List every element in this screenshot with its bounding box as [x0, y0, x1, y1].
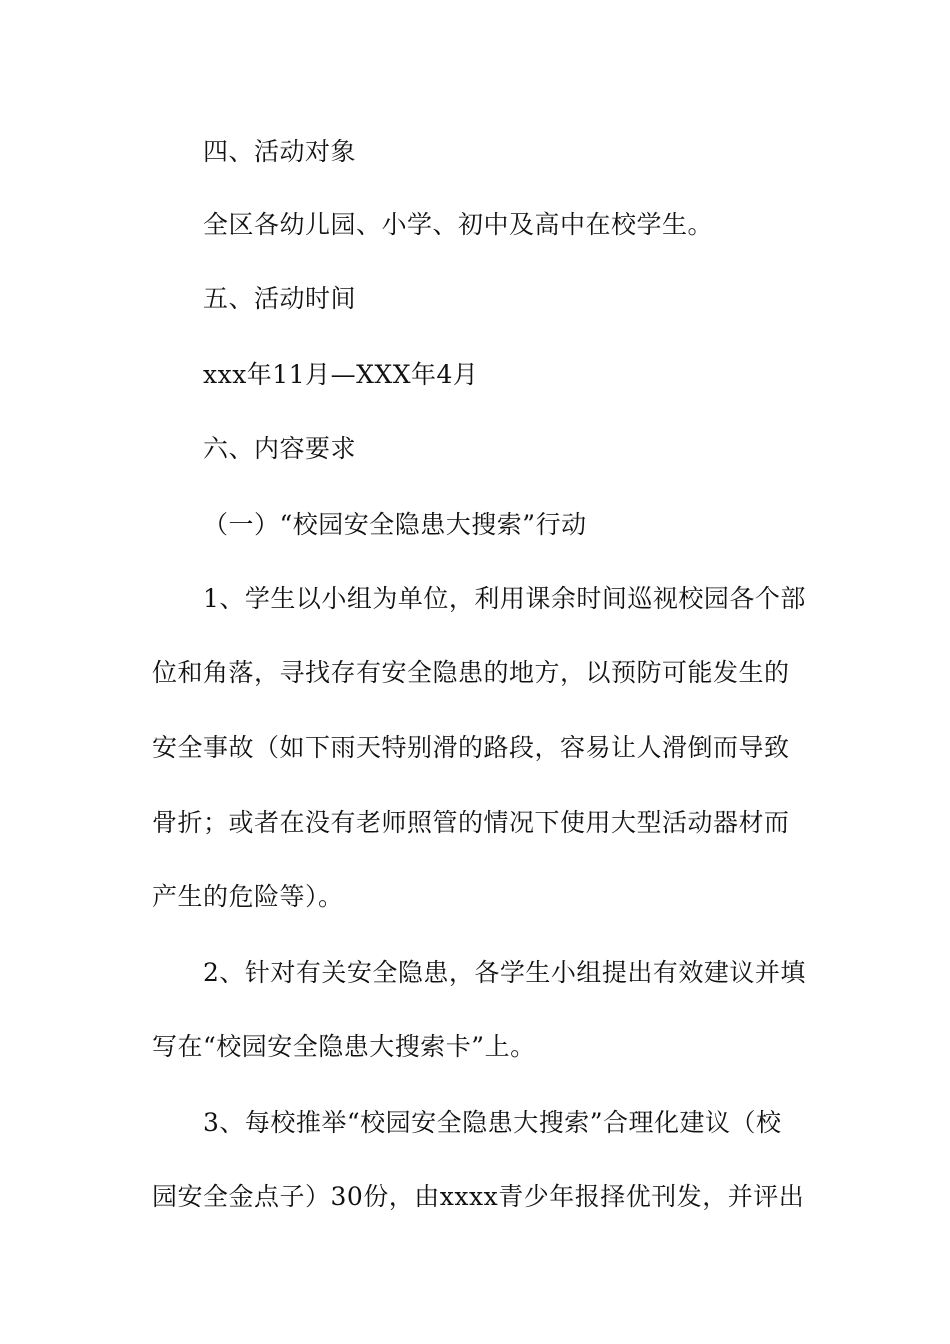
paragraph-line: xxx年11月—XXX年4月 [203, 360, 479, 389]
section-heading-target: 四、活动对象 [203, 137, 357, 166]
paragraph-line: 园安全金点子）30份，由xxxx青少年报择优刊发，并评出 [152, 1182, 805, 1211]
paragraph-line: 安全事故（如下雨天特别滑的路段，容易让人滑倒而导致 [152, 733, 790, 762]
paragraph-line: 全区各幼儿园、小学、初中及高中在校学生。 [203, 210, 714, 239]
paragraph-line: 2、针对有关安全隐患，各学生小组提出有效建议并填 [203, 958, 806, 987]
section-heading-time: 五、活动时间 [203, 284, 357, 313]
subsection-heading: （一）“校园安全隐患大搜索”行动 [203, 510, 587, 539]
paragraph-line: 1、学生以小组为单位，利用课余时间巡视校园各个部 [203, 584, 806, 613]
paragraph-line: 骨折；或者在没有老师照管的情况下使用大型活动器材而 [152, 808, 790, 837]
paragraph-line: 位和角落，寻找存有安全隐患的地方，以预防可能发生的 [152, 658, 790, 687]
paragraph-line: 产生的危险等）。 [152, 882, 344, 911]
paragraph-line: 写在“校园安全隐患大搜索卡”上。 [152, 1032, 536, 1061]
paragraph-line: 3、每校推举“校园安全隐患大搜索”合理化建议（校 [203, 1108, 782, 1137]
section-heading-content: 六、内容要求 [203, 434, 357, 463]
